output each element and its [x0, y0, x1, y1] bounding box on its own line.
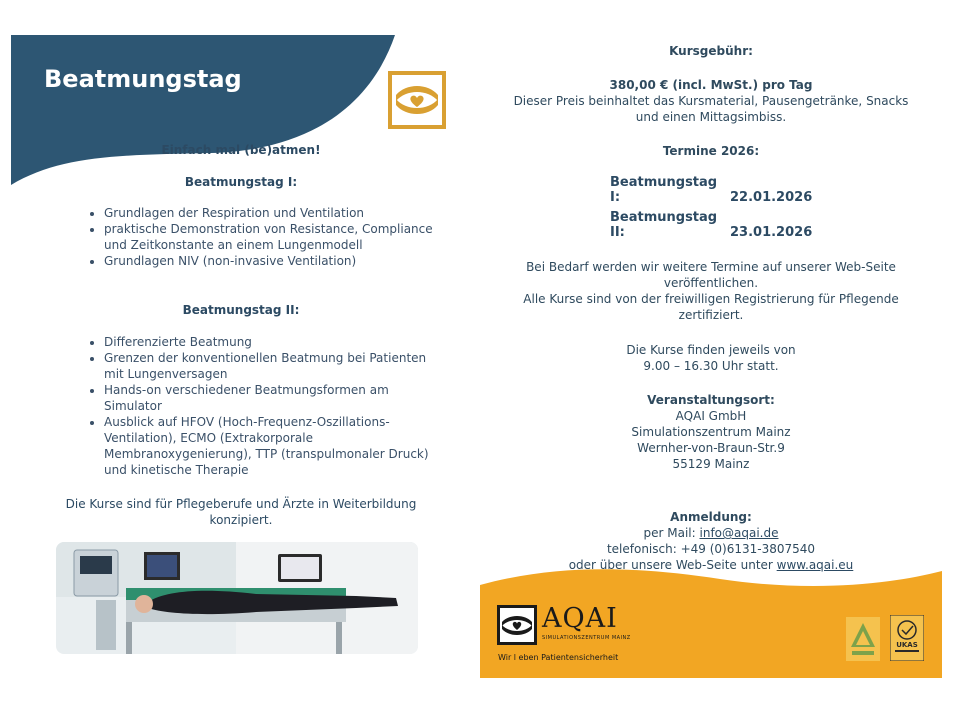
- venue-line: AQAI GmbH: [675, 409, 747, 423]
- simulation-photo: [56, 542, 418, 654]
- date-row: [610, 210, 812, 240]
- day2-list: [87, 334, 444, 478]
- info-line: veröffentlichen.: [663, 276, 759, 290]
- info-line: Bei Bedarf werden wir weitere Termine auf unserer Web-Seite: [526, 260, 896, 274]
- list-item: • praktische Demonstration von Resistance, Compliance und Zeitkonstante an einem Lungenmodell: [104, 221, 444, 253]
- email-link[interactable]: info@aqai.de: [699, 526, 779, 540]
- venue-line: Wernher-von-Braun-Str.9: [637, 441, 785, 455]
- website-link[interactable]: www.aqai.eu: [776, 558, 854, 572]
- audience-line: konzipiert.: [209, 513, 273, 527]
- fee-heading: Kursgebühr:: [669, 44, 753, 58]
- day2-heading: Beatmungstag II:: [182, 303, 300, 317]
- fee-description: Dieser Preis beinhaltet das Kursmaterial, Pausengetränke, Snacks: [513, 94, 909, 108]
- list-item: • Differenzierte Beatmung: [104, 334, 444, 350]
- venue-heading: Veranstaltungsort:: [647, 393, 775, 407]
- date-value: 23.01.2026: [730, 225, 813, 240]
- audience-note: [11, 496, 471, 528]
- list-item: • Grundlagen der Respiration und Ventilation: [104, 205, 444, 221]
- aqai-logo-icon: [497, 605, 537, 645]
- info-line: zertifiziert.: [678, 308, 744, 322]
- date-value: 22.01.2026: [730, 190, 813, 205]
- venue-block: [480, 392, 942, 472]
- crown-icon: [890, 615, 924, 661]
- brand-subtitle: SIMULATIONSZENTRUM MAINZ: [542, 635, 631, 641]
- mail-prefix: per Mail:: [643, 526, 700, 540]
- registration-mail: [480, 525, 942, 541]
- left-page: [11, 35, 451, 678]
- date-label: Beatmungstag I:: [610, 175, 718, 205]
- day1-list: [87, 205, 444, 269]
- info-text: [480, 259, 942, 323]
- list-item: • Ausblick auf HFOV (Hoch-Frequenz-Oszillations-Ventilation), ECMO (Extrakorporale Membranoxygenierung), TTP (transpulmonaler Druck) und kinetische Therapie: [104, 414, 444, 478]
- registration-phone: telefonisch: +49 (0)6131-3807540: [606, 542, 816, 556]
- registration-block: [480, 509, 942, 573]
- day1-heading: Beatmungstag I:: [184, 175, 298, 189]
- schedule-text: [480, 342, 942, 374]
- schedule-line: 9.00 – 16.30 Uhr statt.: [643, 359, 779, 373]
- brand-tagline: Wir l eben Patientensicherheit: [498, 653, 619, 662]
- ukas-badge: [890, 615, 924, 661]
- date-label: Beatmungstag II:: [610, 210, 718, 240]
- page-title: Beatmungstag: [44, 65, 242, 93]
- audience-line: Die Kurse sind für Pflegeberufe und Ärzte in Weiterbildung: [65, 497, 417, 511]
- list-item: • Hands-on verschiedener Beatmungsformen am Simulator: [104, 382, 444, 414]
- brand-name: AQAI: [542, 603, 618, 634]
- right-page: [480, 35, 942, 678]
- schedule-line: Die Kurse finden jeweils von: [626, 343, 796, 357]
- tagline: Einfach mal (be)atmen!: [161, 143, 321, 157]
- fee-description: und einen Mittagsimbiss.: [635, 110, 787, 124]
- list-item: • Grenzen der konventionellen Beatmung bei Patienten mit Lungenversagen: [104, 350, 444, 382]
- venue-line: 55129 Mainz: [672, 457, 750, 471]
- dates-heading: Termine 2026:: [662, 144, 760, 158]
- web-prefix: oder über unsere Web-Seite unter: [568, 558, 777, 572]
- header-wave: [11, 35, 451, 185]
- registration-heading: Anmeldung:: [670, 510, 752, 524]
- venue-line: Simulationszentrum Mainz: [631, 425, 791, 439]
- date-row: [610, 175, 812, 205]
- ukas-label: UKAS: [896, 641, 918, 649]
- fee-price: 380,00 € (incl. MwSt.) pro Tag: [609, 78, 813, 92]
- info-line: Alle Kurse sind von der freiwilligen Registrierung für Pflegende: [523, 292, 899, 306]
- heart-hands-logo-icon: [388, 71, 446, 129]
- certification-badge-icon: [846, 617, 880, 661]
- list-item: • Grundlagen NIV (non-invasive Ventilation): [104, 253, 444, 269]
